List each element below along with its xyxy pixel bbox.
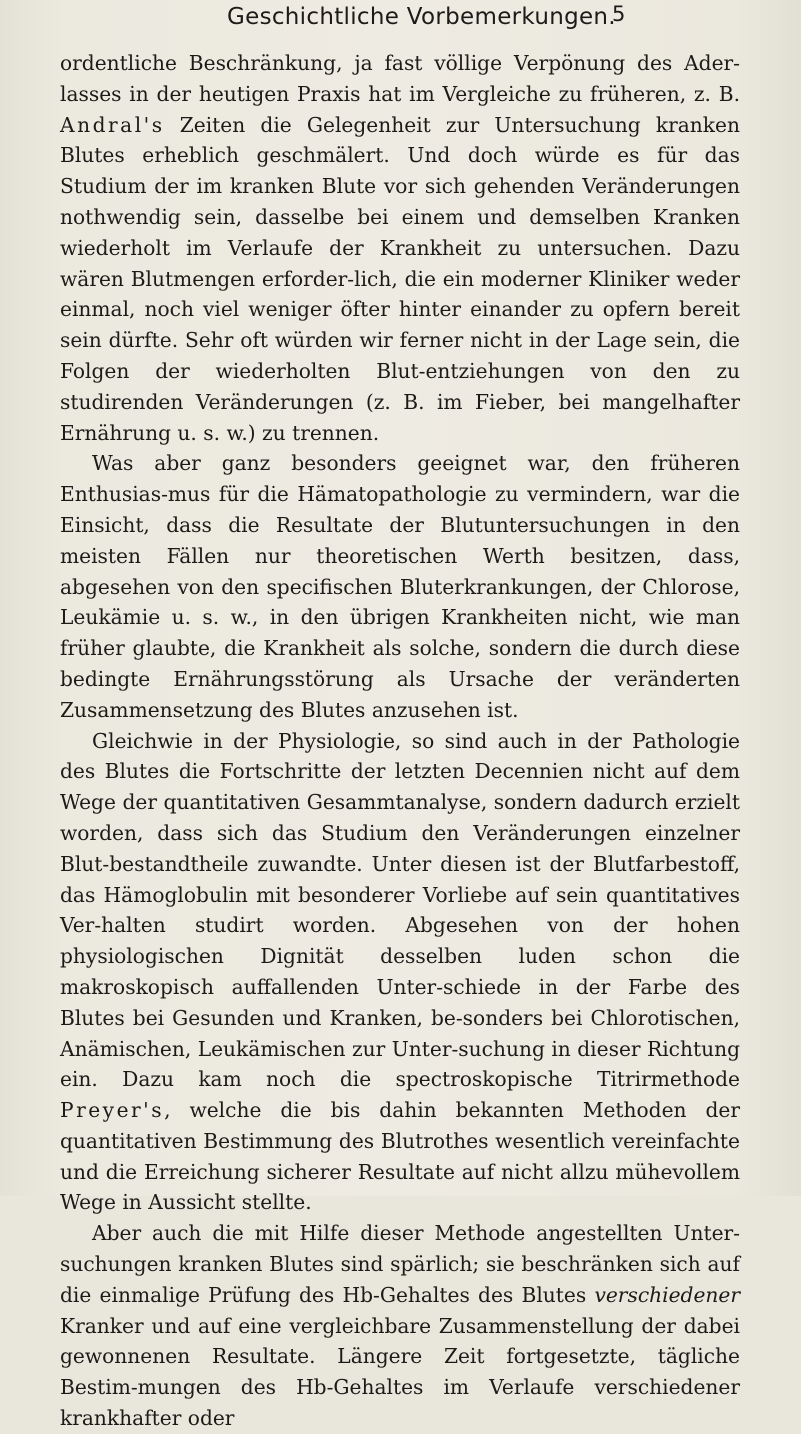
text-run: , welche die bis dahin bekannten Methoden der quantitativen Bestimmung des Blutrothes wesentlich vereinfachte und die Erreichung sicherer Resultate auf nicht allzu mühevollem Wege in Aussicht stellte.	[60, 1098, 740, 1215]
paragraph-4	[60, 1218, 740, 1434]
paragraph-1	[60, 48, 740, 448]
text-run: Zeiten die Gelegenheit zur Untersuchung kranken Blutes erheblich geschmälert. Und doch würde es für das Studium der im kranken Blute vor sich gehenden Veränderungen nothwendig sein, dasselbe bei einem und demselben Kranken wiederholt im Verlaufe der Krankheit zu untersuchen. Dazu wären Blutmengen erforder-lich, die ein moderner Kliniker weder einmal, noch viel weniger öfter hinter einander zu opfern bereit sein dürfte. Sehr oft würden wir ferner nicht in der Lage sein, die Folgen der wiederholten Blut-entziehungen von den zu studirenden Veränderungen (z. B. im Fieber, bei mangelhafter Ernährung u. s. w.) zu trennen.	[60, 112, 740, 445]
body-text	[60, 48, 740, 1434]
running-title: Geschichtliche Vorbemerkungen.	[227, 4, 616, 30]
page-number: 5	[612, 2, 626, 26]
text-run: Gleichwie in der Physiologie, so sind auch in der Pathologie des Blutes die Fortschritte der letzten Decennien nicht auf dem Wege der quantitativen Gesammtanalyse, sondern dadurch erzielt worden, dass sich das Studium den Veränderungen einzelner Blut-bestandtheile zuwandte. Unter diesen ist der Blutfarbestoff, das Hämoglobulin mit besonderer Vorliebe auf sein quantitatives Ver-halten studirt worden. Abgesehen von der hohen physiologischen Dignität desselben luden schon die makroskopisch auffallenden Unter-schiede in der Farbe des Blutes bei Gesunden und Kranken, be-sonders bei Chlorotischen, Anämischen, Leukämischen zur Unter-suchung in dieser Richtung ein. Dazu kam noch die spectroskopische Titrirmethode	[60, 728, 740, 1092]
author-name-andral: Andral's	[60, 112, 165, 137]
author-name-preyer: Preyer's	[60, 1098, 165, 1123]
text-run: Kranker und auf eine vergleichbare Zusammenstellung der dabei gewonnenen Resultate. Längere Zeit fortgesetzte, tägliche Bestim-mungen des Hb-Gehaltes im Verlaufe verschiedener krankhafter oder	[60, 1313, 740, 1431]
text-run: Aber auch die mit Hilfe dieser Methode angestellten Unter-suchungen kranken Blutes sind spärlich; sie beschränken sich auf die einmalige Prüfung des Hb-Gehaltes des Blutes	[60, 1221, 740, 1307]
text-run: ordentliche Beschränkung, ja fast völlige Verpönung des Ader-lasses in der heutigen Praxis hat im Vergleiche zu früheren, z. B.	[60, 51, 740, 106]
paragraph-3	[60, 726, 740, 1219]
text-run: Was aber ganz besonders geeignet war, den früheren Enthusias-mus für die Hämatopathologie zu vermindern, war die Einsicht, dass die Resultate der Blutuntersuchungen in den meisten Fällen nur theoretischen Werth besitzen, dass, abgesehen von den specifischen Bluterkrankungen, der Chlorose, Leukämie u. s. w., in den übrigen Krankheiten nicht, wie man früher glaubte, die Krankheit als solche, sondern die durch diese bedingte Ernährungsstörung als Ursache der veränderten Zusammensetzung des Blutes anzusehen ist.	[60, 451, 740, 722]
running-head	[0, 0, 801, 40]
paragraph-2	[60, 448, 740, 725]
emphasis-verschiedener: verschiedener	[594, 1282, 740, 1307]
